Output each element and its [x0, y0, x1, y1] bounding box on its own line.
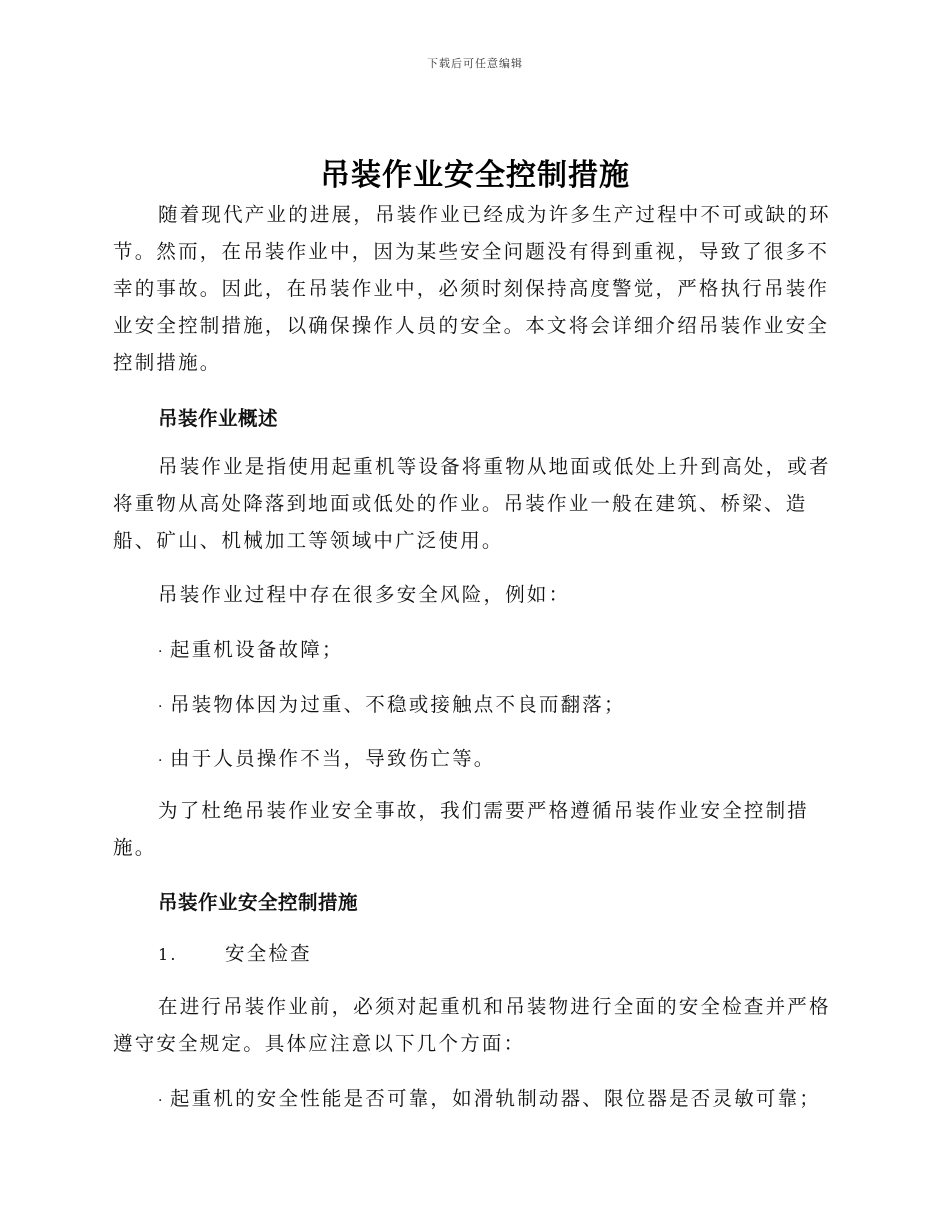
list-item [158, 689, 626, 717]
list-item-text: 起重机的安全性能是否可靠，如滑轨制动器、限位器是否灵敏可靠； [170, 1087, 822, 1110]
bullet-icon: · [158, 753, 165, 769]
item-number: 1. [158, 945, 178, 964]
risk-intro-paragraph: 吊装作业过程中存在很多安全风险，例如： [158, 583, 571, 606]
document-title: 吊装作业安全控制措施 [320, 158, 630, 193]
section-heading-overview: 吊装作业概述 [158, 407, 279, 430]
item-label: 安全检查 [225, 942, 312, 965]
bullet-icon: · [158, 1093, 165, 1109]
numbered-item [158, 938, 312, 966]
header-note: 下载后可任意编辑 [427, 57, 523, 70]
inspection-paragraph: 在进行吊装作业前，必须对起重机和吊装物进行全面的安全检查并严格遵守安全规定。具体应注意以下几个方面： [113, 995, 831, 1055]
list-item-text: 由于人员操作不当，导致伤亡等。 [170, 747, 496, 770]
conclusion-paragraph: 为了杜绝吊装作业安全事故，我们需要严格遵循吊装作业安全控制措施。 [113, 799, 810, 859]
bullet-icon: · [158, 699, 165, 715]
list-item [158, 743, 496, 771]
section-heading-measures: 吊装作业安全控制措施 [158, 891, 359, 914]
list-item-text: 吊装物体因为过重、不稳或接触点不良而翻落； [170, 693, 626, 716]
list-item [158, 634, 344, 662]
list-item [158, 1083, 821, 1111]
list-item-text: 起重机设备故障； [170, 638, 344, 661]
intro-paragraph: 随着现代产业的进展，吊装作业已经成为许多生产过程中不可或缺的环节。然而，在吊装作业中，因为某些安全问题没有得到重视，导致了很多不幸的事故。因此，在吊装作业中，必须时刻保持高度警觉，严格执行吊装作业安全控制措施，以确保操作人员的安全。本文将会详细介绍吊装作业安全控制措施。 [113, 203, 831, 374]
overview-paragraph: 吊装作业是指使用起重机等设备将重物从地面或低处上升到高处，或者将重物从高处降落到地面或低处的作业。吊装作业一般在建筑、桥梁、造船、矿山、机械加工等领域中广泛使用。 [113, 455, 831, 552]
bullet-icon: · [158, 644, 165, 660]
